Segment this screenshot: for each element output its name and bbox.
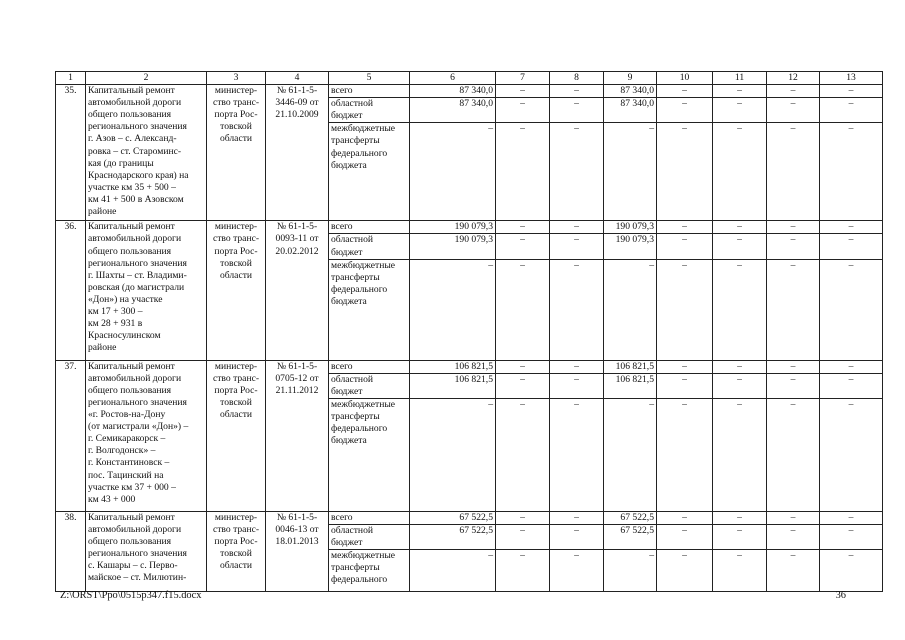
row-number: 38. — [56, 511, 86, 591]
amount-cell: – — [820, 221, 883, 234]
amount-cell: 67 522,5 — [604, 525, 657, 550]
header-cell: 11 — [713, 72, 767, 85]
header-cell: 3 — [207, 72, 266, 85]
amount-cell: – — [820, 85, 883, 98]
amount-cell: 106 821,5 — [410, 373, 496, 398]
funding-source: областной бюджет — [329, 525, 410, 550]
program-table — [55, 71, 883, 592]
amount-cell: – — [657, 123, 713, 221]
amount-cell: – — [767, 234, 820, 259]
amount-cell: – — [550, 221, 604, 234]
amount-cell: – — [496, 525, 550, 550]
amount-cell: – — [410, 259, 496, 360]
amount-cell: 106 821,5 — [410, 360, 496, 373]
funding-source: областной бюджет — [329, 373, 410, 398]
amount-cell: – — [767, 373, 820, 398]
amount-cell: – — [820, 123, 883, 221]
amount-cell: – — [496, 550, 550, 592]
amount-cell: – — [767, 259, 820, 360]
amount-cell: – — [604, 398, 657, 511]
amount-cell: – — [410, 550, 496, 592]
row-number: 35. — [56, 85, 86, 221]
header-row — [56, 72, 883, 85]
amount-cell: – — [550, 123, 604, 221]
amount-cell: – — [713, 98, 767, 123]
header-cell: 9 — [604, 72, 657, 85]
amount-cell: – — [550, 525, 604, 550]
amount-cell: – — [820, 98, 883, 123]
amount-cell: – — [657, 398, 713, 511]
header-cell: 4 — [266, 72, 329, 85]
amount-cell: – — [767, 85, 820, 98]
amount-cell: – — [713, 373, 767, 398]
document-ref: № 61-1-5- 0705-12 от 21.11.2012 — [266, 360, 329, 511]
amount-cell: – — [713, 85, 767, 98]
amount-cell: – — [496, 234, 550, 259]
amount-cell: 106 821,5 — [604, 373, 657, 398]
row-number: 37. — [56, 360, 86, 511]
amount-cell: – — [496, 221, 550, 234]
amount-cell: – — [496, 373, 550, 398]
amount-cell: 67 522,5 — [604, 511, 657, 524]
amount-cell: – — [713, 511, 767, 524]
amount-cell: – — [820, 360, 883, 373]
amount-cell: – — [496, 98, 550, 123]
amount-cell: – — [767, 360, 820, 373]
amount-cell: 67 522,5 — [410, 511, 496, 524]
amount-cell: – — [604, 123, 657, 221]
amount-cell: – — [767, 123, 820, 221]
amount-cell: – — [657, 373, 713, 398]
amount-cell: – — [713, 123, 767, 221]
amount-cell: – — [550, 550, 604, 592]
amount-cell: – — [657, 525, 713, 550]
amount-cell: – — [657, 221, 713, 234]
page-number: 36 — [835, 590, 846, 601]
document-ref: № 61-1-5- 0046-13 от 18.01.2013 — [266, 511, 329, 591]
amount-cell: – — [657, 234, 713, 259]
header-cell: 7 — [496, 72, 550, 85]
amount-cell: – — [496, 360, 550, 373]
funding-source: всего — [329, 511, 410, 524]
header-cell: 10 — [657, 72, 713, 85]
funding-source: межбюджетные трансферты федерального бюджета — [329, 123, 410, 221]
object-name: Капитальный ремонт автомобильной дороги общего пользования регионального значения г. Азов – с. Александ- ровка – ст. Староминс- кая (до границы Краснодарского края) на участке км 35 + 500 – км 41 + 500 в Азовском районе — [86, 85, 207, 221]
customer: министер- ство транс- порта Рос- товской области — [207, 221, 266, 360]
amount-cell: – — [496, 85, 550, 98]
amount-cell: – — [550, 360, 604, 373]
amount-cell: 87 340,0 — [604, 85, 657, 98]
amount-cell: – — [604, 550, 657, 592]
funding-source: всего — [329, 360, 410, 373]
header-cell: 1 — [56, 72, 86, 85]
object-name: Капитальный ремонт автомобильной дороги общего пользования регионального значения «г. Ростов-на-Дону (от магистрали «Дон») – г. Семикаракорск – г. Волгодонск» – г. Константиновск – пос. Тацинский на участке км 37 + 000 – км 43 + 000 — [86, 360, 207, 511]
amount-cell: – — [820, 398, 883, 511]
amount-cell: – — [713, 525, 767, 550]
amount-cell: – — [550, 373, 604, 398]
amount-cell: – — [820, 550, 883, 592]
funding-source: областной бюджет — [329, 234, 410, 259]
amount-cell: – — [410, 123, 496, 221]
amount-cell: 190 079,3 — [410, 221, 496, 234]
funding-source: межбюджетные трансферты федерального бюджета — [329, 398, 410, 511]
funding-source: межбюджетные трансферты федерального бюджета — [329, 259, 410, 360]
amount-cell: – — [657, 98, 713, 123]
amount-cell: – — [550, 398, 604, 511]
amount-cell: – — [604, 259, 657, 360]
funding-source: всего — [329, 85, 410, 98]
amount-cell: – — [767, 398, 820, 511]
amount-cell: – — [550, 511, 604, 524]
document-ref: № 61-1-5- 0093-11 от 20.02.2012 — [266, 221, 329, 360]
customer: министер- ство транс- порта Рос- товской области — [207, 511, 266, 591]
amount-cell: 106 821,5 — [604, 360, 657, 373]
amount-cell: – — [767, 511, 820, 524]
amount-cell: – — [410, 398, 496, 511]
header-cell: 6 — [410, 72, 496, 85]
table-body — [56, 72, 883, 592]
amount-cell: – — [820, 511, 883, 524]
amount-cell: 87 340,0 — [410, 85, 496, 98]
amount-cell: – — [820, 525, 883, 550]
amount-cell: – — [550, 234, 604, 259]
table-row — [56, 221, 883, 234]
funding-source: всего — [329, 221, 410, 234]
amount-cell: – — [496, 123, 550, 221]
table-row — [56, 85, 883, 98]
amount-cell: – — [496, 511, 550, 524]
amount-cell: 67 522,5 — [410, 525, 496, 550]
object-name: Капитальный ремонт автомобильной дороги общего пользования регионального значения с. Кашары – с. Перво- майское – ст. Милютин- — [86, 511, 207, 591]
amount-cell: – — [713, 360, 767, 373]
amount-cell: – — [820, 234, 883, 259]
amount-cell: – — [767, 98, 820, 123]
header-cell: 8 — [550, 72, 604, 85]
amount-cell: 87 340,0 — [410, 98, 496, 123]
header-cell: 5 — [329, 72, 410, 85]
table-row — [56, 511, 883, 524]
amount-cell: – — [767, 525, 820, 550]
amount-cell: – — [767, 550, 820, 592]
amount-cell: – — [820, 259, 883, 360]
table-row — [56, 360, 883, 373]
header-cell: 13 — [820, 72, 883, 85]
amount-cell: – — [713, 398, 767, 511]
customer: министер- ство транс- порта Рос- товской области — [207, 360, 266, 511]
amount-cell: – — [550, 259, 604, 360]
amount-cell: 190 079,3 — [604, 234, 657, 259]
amount-cell: – — [550, 85, 604, 98]
amount-cell: – — [713, 259, 767, 360]
document-ref: № 61-1-5- 3446-09 от 21.10.2009 — [266, 85, 329, 221]
object-name: Капитальный ремонт автомобильной дороги общего пользования регионального значения г. Шахты – ст. Владими- ровская (до магистрали «Дон») на участке км 17 + 300 – км 28 + 931 в Красносулинском районе — [86, 221, 207, 360]
amount-cell: – — [496, 398, 550, 511]
amount-cell: – — [713, 550, 767, 592]
amount-cell: – — [820, 373, 883, 398]
file-path: Z:\ORST\Ppo\0515p347.f15.docx — [60, 590, 202, 601]
amount-cell: – — [657, 550, 713, 592]
row-number: 36. — [56, 221, 86, 360]
amount-cell: 190 079,3 — [410, 234, 496, 259]
amount-cell: – — [767, 221, 820, 234]
amount-cell: – — [657, 85, 713, 98]
header-cell: 12 — [767, 72, 820, 85]
amount-cell: – — [713, 221, 767, 234]
amount-cell: – — [496, 259, 550, 360]
funding-source: межбюджетные трансферты федерального — [329, 550, 410, 592]
amount-cell: – — [657, 259, 713, 360]
amount-cell: – — [713, 234, 767, 259]
header-cell: 2 — [86, 72, 207, 85]
amount-cell: 190 079,3 — [604, 221, 657, 234]
amount-cell: – — [657, 511, 713, 524]
amount-cell: – — [657, 360, 713, 373]
funding-source: областной бюджет — [329, 98, 410, 123]
amount-cell: 87 340,0 — [604, 98, 657, 123]
amount-cell: – — [550, 98, 604, 123]
customer: министер- ство транс- порта Рос- товской области — [207, 85, 266, 221]
